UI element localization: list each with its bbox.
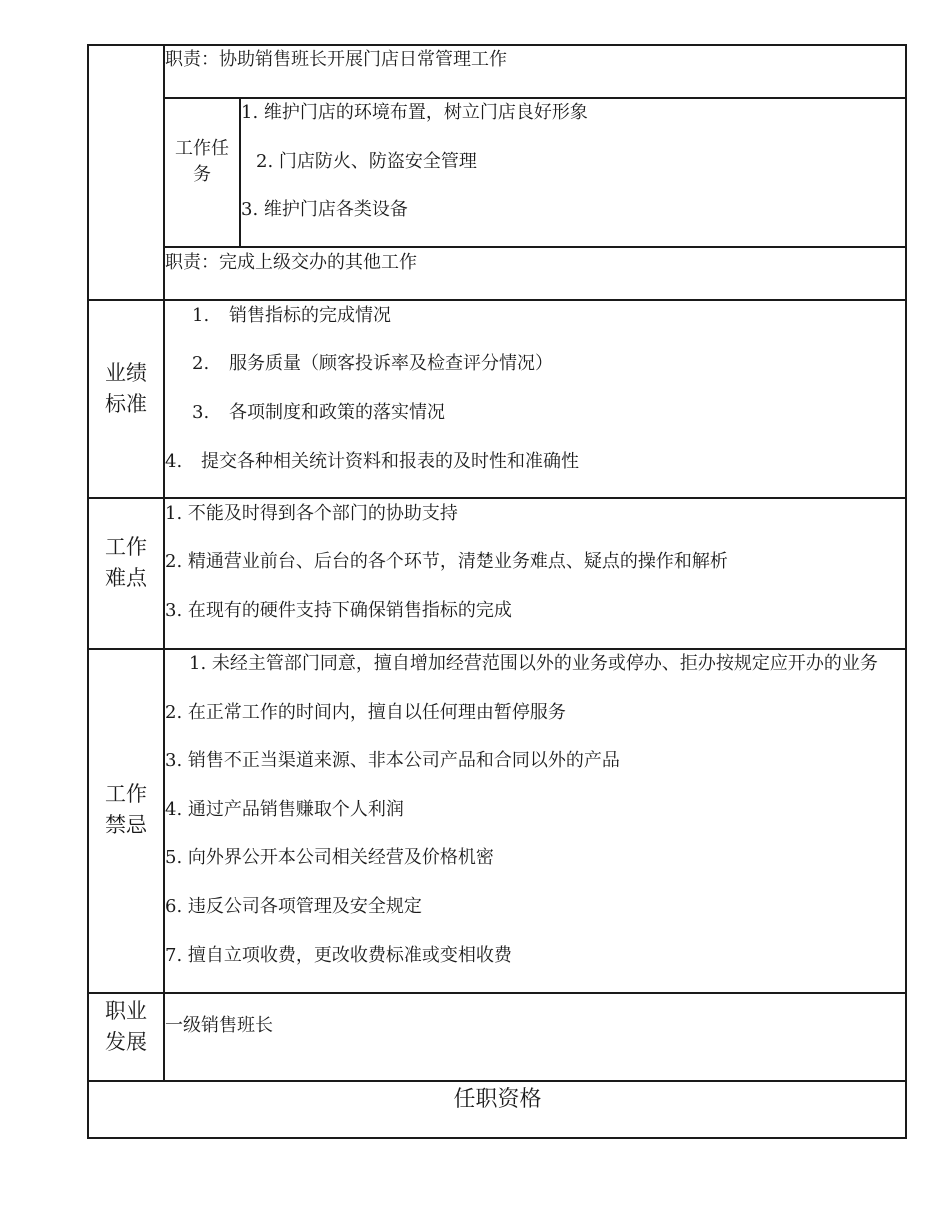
duty-1: 职责：协助销售班长开展门店日常管理工作 xyxy=(165,49,507,70)
border-performance-bottom xyxy=(87,497,907,499)
border-responsibility-bottom xyxy=(87,299,907,301)
task-item: 1. 维护门店的环境布置，树立门店良好形象 xyxy=(241,102,588,123)
difficulty-item: 3. 在现有的硬件支持下确保销售指标的完成 xyxy=(165,600,512,621)
border-right xyxy=(905,44,907,1139)
prohibition-item: 3. 销售不正当渠道来源、非本公司产品和合同以外的产品 xyxy=(165,750,620,771)
difficulty-item: 2. 精通营业前台、后台的各个环节，清楚业务难点、疑点的操作和解析 xyxy=(165,551,728,572)
task-item: 2. 门店防火、防盗安全管理 xyxy=(256,151,477,172)
prohibition-item: 7. 擅自立项收费，更改收费标准或变相收费 xyxy=(165,945,512,966)
prohibition-item: 5. 向外界公开本公司相关经营及价格机密 xyxy=(165,847,494,868)
performance-item-text: 各项制度和政策的落实情况 xyxy=(229,402,445,423)
performance-item-num: 4. xyxy=(165,451,183,472)
border-difficulty-bottom xyxy=(87,648,907,650)
prohibition-item: 6. 违反公司各项管理及安全规定 xyxy=(165,896,422,917)
prohibition-item: 4. 通过产品销售赚取个人利润 xyxy=(165,799,404,820)
prohibition-item: 1. 未经主管部门同意，擅自增加经营范围以外的业务或停办、拒办按规定应开办的业务 xyxy=(189,653,878,674)
qualification-title: 任职资格 xyxy=(453,1087,542,1112)
performance-item-num: 3. xyxy=(192,402,210,423)
performance-item-num: 2. xyxy=(192,353,210,374)
task-label: 工作任务 xyxy=(175,138,229,185)
border-duty1-bottom xyxy=(163,97,907,99)
performance-item-text: 提交各种相关统计资料和报表的及时性和准确性 xyxy=(201,451,579,472)
performance-item-num: 1. xyxy=(192,305,210,326)
performance-item-text: 服务质量（顾客投诉率及检查评分情况） xyxy=(229,353,553,374)
duty-2: 职责：完成上级交办的其他工作 xyxy=(165,252,417,273)
border-career-bottom xyxy=(87,1080,907,1082)
career-label: 职业发展 xyxy=(105,999,147,1054)
prohibition-label: 工作禁忌 xyxy=(105,782,147,837)
performance-item-text: 销售指标的完成情况 xyxy=(229,305,391,326)
border-top xyxy=(87,44,907,46)
border-tasks-bottom xyxy=(163,246,907,248)
difficulty-label: 工作难点 xyxy=(105,535,147,590)
difficulty-item: 1. 不能及时得到各个部门的协助支持 xyxy=(165,503,458,524)
task-item: 3. 维护门店各类设备 xyxy=(241,199,408,220)
performance-label: 业绩标准 xyxy=(105,361,147,416)
border-left xyxy=(87,44,89,1139)
prohibition-item: 2. 在正常工作的时间内，擅自以任何理由暂停服务 xyxy=(165,702,566,723)
border-bottom xyxy=(87,1137,907,1139)
border-prohibition-bottom xyxy=(87,992,907,994)
career-path: 一级销售班长 xyxy=(165,1015,273,1036)
